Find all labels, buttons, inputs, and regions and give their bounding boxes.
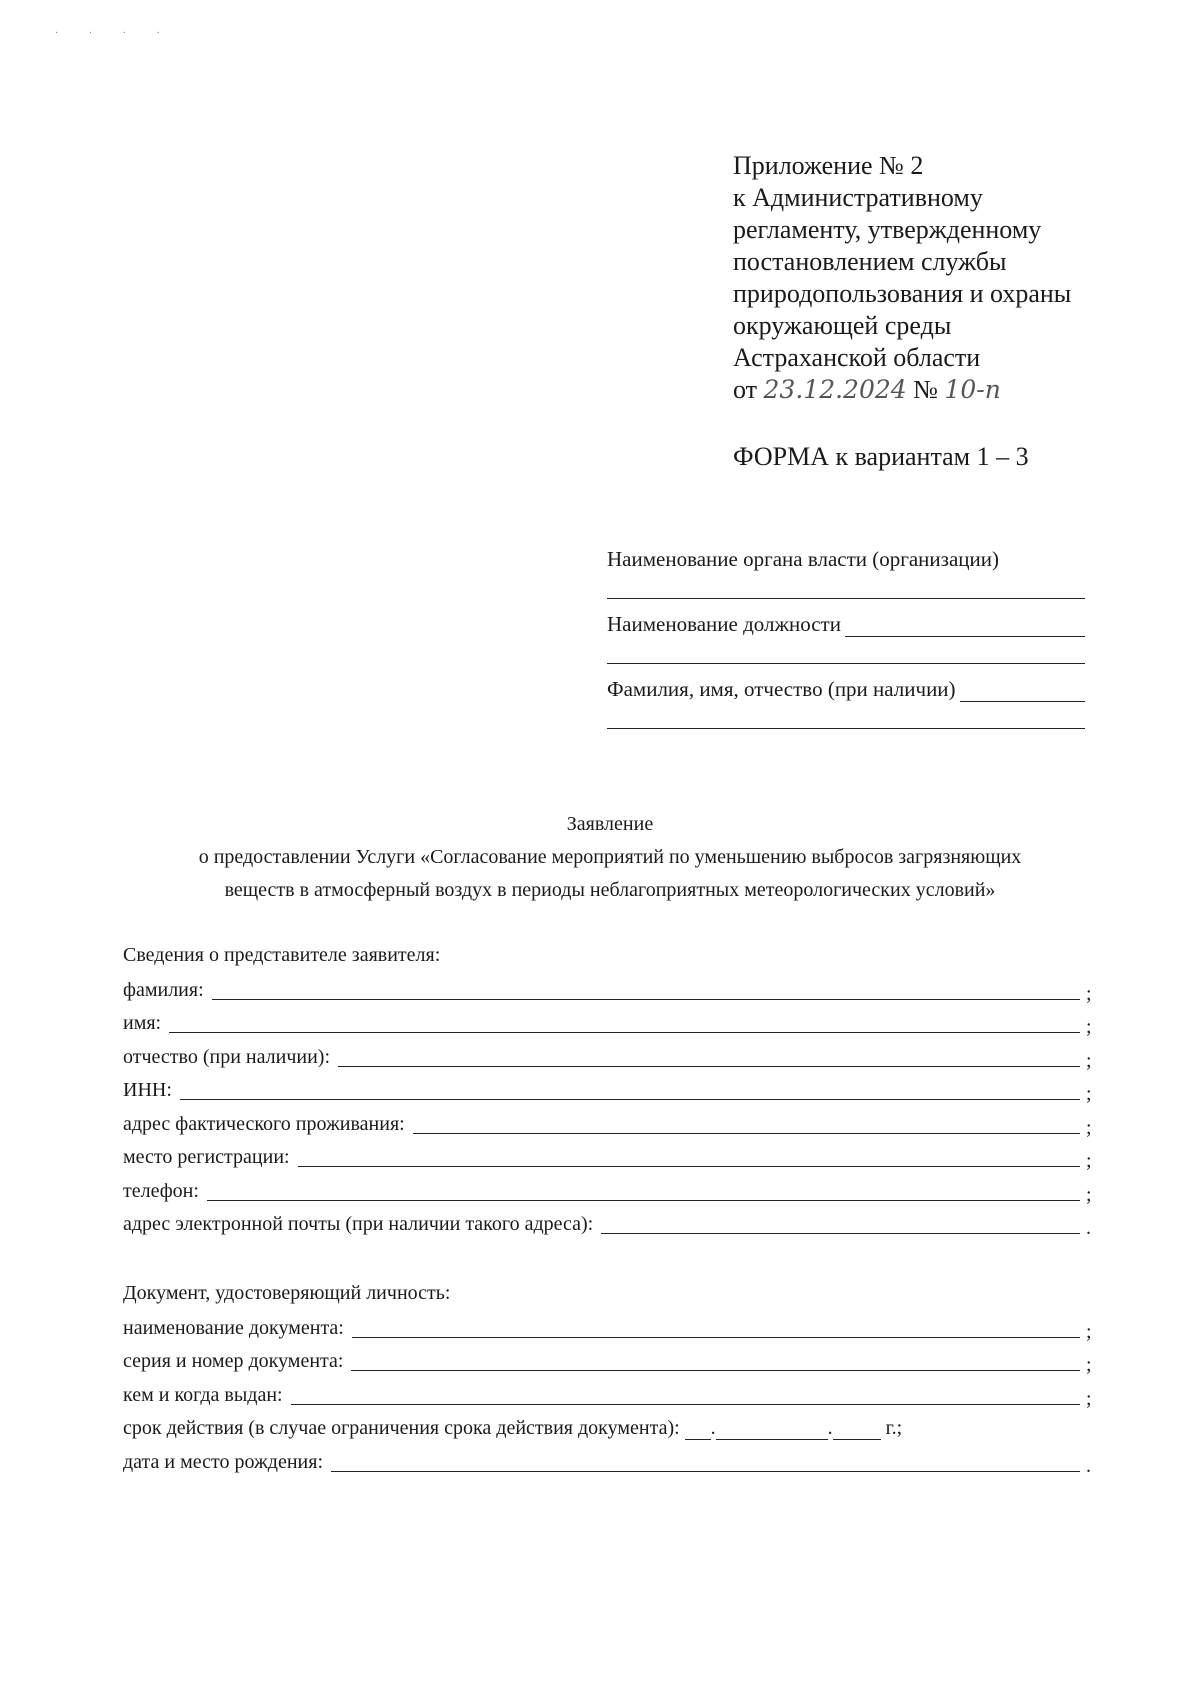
registration-input[interactable] bbox=[298, 1146, 1080, 1167]
field-end: . bbox=[1086, 1454, 1091, 1477]
fio-label: Фамилия, имя, отчество (при наличии) bbox=[607, 677, 956, 701]
field-label: фамилия: bbox=[123, 978, 204, 1001]
field-label: дата и место рождения: bbox=[123, 1450, 324, 1473]
year-suffix: г.; bbox=[885, 1417, 903, 1439]
field-label: отчество (при наличии): bbox=[123, 1045, 331, 1068]
handwritten-number: 10-п bbox=[944, 375, 1001, 404]
appendix-line: к Административному bbox=[733, 183, 983, 212]
patronymic-input[interactable] bbox=[338, 1046, 1080, 1067]
validity-year-input[interactable] bbox=[833, 1421, 881, 1440]
fio-input-line[interactable] bbox=[960, 679, 1085, 702]
phone-input[interactable] bbox=[207, 1180, 1080, 1201]
field-end: ; bbox=[1086, 1183, 1092, 1206]
form-row bbox=[123, 1039, 1098, 1073]
handwritten-date: 23.12.2024 bbox=[763, 375, 907, 404]
organ-label: Наименование органа власти (организации) bbox=[607, 547, 999, 571]
field-label: адрес фактического проживания: bbox=[123, 1112, 405, 1135]
form-row bbox=[123, 1106, 1098, 1140]
organ-row bbox=[607, 538, 1085, 572]
form-row bbox=[123, 1207, 1098, 1241]
field-end: ; bbox=[1086, 1083, 1092, 1105]
form-row bbox=[123, 972, 1098, 1006]
form-row bbox=[123, 1173, 1098, 1207]
validity-month-input[interactable] bbox=[716, 1421, 828, 1440]
field-label: ИНН: bbox=[123, 1079, 172, 1101]
section-heading: Сведения о представителе заявителя: bbox=[123, 944, 441, 966]
document-name-input[interactable] bbox=[352, 1317, 1080, 1338]
field-end: ; bbox=[1086, 1049, 1092, 1072]
title-heading: Заявление bbox=[566, 813, 654, 835]
validity-label bbox=[123, 1417, 902, 1444]
scan-specks: · · · · bbox=[55, 28, 174, 39]
email-input[interactable] bbox=[601, 1213, 1080, 1234]
date-separator: . bbox=[710, 1417, 716, 1439]
appendix-line: Приложение № 2 bbox=[733, 151, 924, 180]
form-row bbox=[123, 1073, 1098, 1107]
form-row bbox=[123, 1377, 1098, 1411]
appendix-block bbox=[733, 150, 1133, 406]
position-input-line[interactable] bbox=[845, 614, 1085, 637]
section-heading: Документ, удостоверяющий личность: bbox=[123, 1282, 451, 1304]
appendix-date-line bbox=[733, 374, 1133, 406]
issued-by-input[interactable] bbox=[291, 1384, 1080, 1405]
field-end: ; bbox=[1086, 1354, 1092, 1376]
name-input[interactable] bbox=[169, 1012, 1080, 1033]
position-label: Наименование должности bbox=[607, 612, 841, 636]
field-label: адрес электронной почты (при наличии такого адреса): bbox=[123, 1213, 594, 1235]
field-end: ; bbox=[1086, 1387, 1092, 1410]
field-end: ; bbox=[1086, 1016, 1092, 1038]
form-row bbox=[123, 1344, 1098, 1378]
application-title bbox=[120, 808, 1100, 907]
field-end: ; bbox=[1086, 1150, 1092, 1172]
birth-input[interactable] bbox=[331, 1451, 1080, 1472]
fio-input-line-2[interactable] bbox=[607, 704, 1085, 729]
field-end: ; bbox=[1086, 982, 1092, 1005]
validity-label-text: срок действия (в случае ограничения срока действия документа): bbox=[123, 1417, 680, 1439]
field-label: телефон: bbox=[123, 1179, 199, 1202]
field-label: серия и номер документа: bbox=[123, 1350, 344, 1372]
address-input[interactable] bbox=[413, 1113, 1080, 1134]
organ-input-line[interactable] bbox=[607, 574, 1085, 599]
title-line: о предоставлении Услуги «Согласование мероприятий по уменьшению выбросов загрязняющих bbox=[198, 846, 1022, 868]
position-row bbox=[607, 605, 1085, 637]
form-row bbox=[123, 1444, 1098, 1478]
field-label: место регистрации: bbox=[123, 1146, 290, 1168]
validity-day-input[interactable] bbox=[685, 1421, 711, 1440]
appendix-line: окружающей среды bbox=[733, 311, 952, 340]
identity-section bbox=[123, 1276, 1098, 1478]
fio-row bbox=[607, 670, 1085, 702]
position-input-line-2[interactable] bbox=[607, 639, 1085, 664]
appendix-line: Астраханской области bbox=[733, 343, 981, 372]
field-end: ; bbox=[1086, 1116, 1092, 1139]
form-row bbox=[123, 1140, 1098, 1174]
appendix-line: постановлением службы bbox=[733, 247, 1007, 276]
form-row bbox=[123, 1310, 1098, 1344]
validity-row bbox=[123, 1411, 1098, 1445]
field-label: наименование документа: bbox=[123, 1316, 344, 1339]
field-end: . bbox=[1086, 1217, 1091, 1239]
recipient-block bbox=[607, 538, 1085, 729]
forma-label: ФОРМА к вариантам 1 – 3 bbox=[733, 442, 1029, 471]
field-label: кем и когда выдан: bbox=[123, 1383, 283, 1406]
inn-input[interactable] bbox=[180, 1079, 1080, 1100]
title-line: веществ в атмосферный воздух в периоды неблагоприятных метеорологических условий» bbox=[224, 879, 996, 901]
representative-section bbox=[123, 938, 1098, 1240]
from-prefix: от bbox=[733, 375, 758, 404]
surname-input[interactable] bbox=[212, 979, 1080, 1000]
appendix-line: регламенту, утвержденному bbox=[733, 215, 1042, 244]
appendix-line: природопользования и охраны bbox=[733, 279, 1072, 308]
date-separator: . bbox=[827, 1417, 833, 1439]
form-row bbox=[123, 1006, 1098, 1040]
field-label: имя: bbox=[123, 1012, 162, 1034]
field-end: ; bbox=[1086, 1320, 1092, 1343]
number-sign: № bbox=[913, 375, 938, 404]
document-number-input[interactable] bbox=[351, 1350, 1080, 1371]
